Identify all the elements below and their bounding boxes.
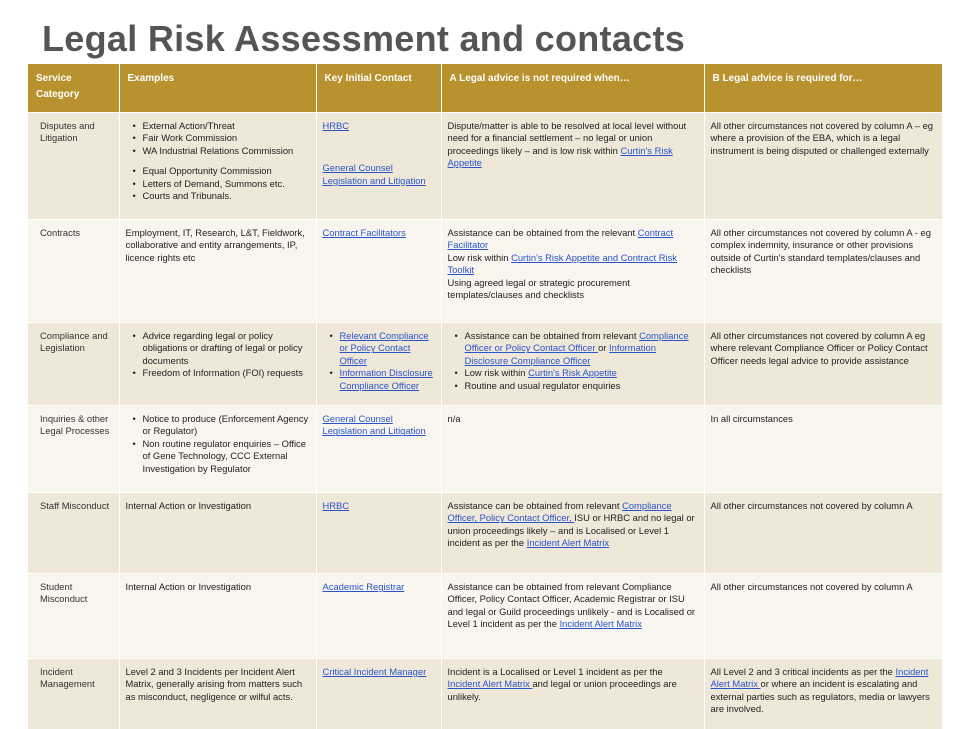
list-item: • Letters of Demand, Summons etc. (136, 178, 310, 190)
incident-alert-matrix-link[interactable]: Incident Alert Matrix (559, 618, 642, 630)
examples-list (126, 330, 310, 380)
row-examples: Internal Action or Investigation (119, 574, 316, 659)
column-a-text: and legal or union proceedings are unlikely. (447, 678, 677, 702)
row-column-b: All other circumstances not covered by column A – eg where a provision of the EBA, which is a legal instrument is being disputed or challenged externally (704, 113, 942, 220)
list-item: • Equal Opportunity Commission (136, 165, 310, 177)
list-item: • Freedom of Information (FOI) requests (136, 367, 310, 379)
list-item: • Advice regarding legal or policy obligations or drafting of legal or policy documents (136, 330, 310, 367)
row-column-b: All other circumstances not covered by column A - eg complex indemnity, insurance or other provisions outside of Curtin's standard templates/clauses and checklists (704, 220, 942, 323)
table-row (28, 323, 942, 406)
compliance-officer-link[interactable]: Compliance Officer, Policy Contact Officer, (447, 500, 672, 524)
table-header-row (28, 64, 942, 113)
column-a-text: Assistance can be obtained from relevant (447, 500, 623, 511)
row-examples: Internal Action or Investigation (119, 493, 316, 574)
row-contact (316, 574, 441, 659)
critical-incident-manager-link[interactable]: Critical Incident Manager (322, 666, 427, 677)
academic-registrar-link[interactable]: Academic Registrar (322, 581, 405, 592)
column-a-text: ISU or HRBC and no legal or union proceedings likely – and is Localised or Level 1 incident as per the (447, 512, 695, 549)
incident-alert-matrix-link[interactable]: Incident Alert Matrix (526, 537, 610, 549)
table-row (28, 113, 942, 220)
general-counsel-link[interactable]: General Counsel Legislation and Litigation (322, 162, 426, 186)
examples-list (126, 120, 310, 202)
column-a-text: Low risk within (464, 367, 529, 379)
row-contact (316, 406, 441, 493)
column-header-service-category: Service Category (28, 64, 119, 113)
row-category: Inquiries & other Legal Processes (28, 406, 119, 493)
row-category: Disputes and Litigation (28, 113, 119, 220)
row-column-b: All other circumstances not covered by column A (704, 493, 942, 574)
column-a-text: Assistance can be obtained from relevant Compliance Officer, Policy Contact Officer, Academic Registrar or ISU and legal or Guild proceedings unlikely - and is Localised or Level 1 incident as per the (447, 581, 696, 630)
table-row (28, 220, 942, 323)
column-b-text: or where an incident is escalating and external parties such as regulators, media or lawyers are involved. (710, 678, 930, 715)
row-contact (316, 493, 441, 574)
row-examples (119, 406, 316, 493)
row-examples: Employment, IT, Research, L&T, Fieldwork, collaborative and entity arrangements, IP, licence rights etc (119, 220, 316, 323)
column-a-text: Assistance can be obtained from the relevant (447, 227, 638, 238)
column-a-text: Low risk within (447, 251, 512, 263)
column-a-text: Dispute/matter is able to be resolved at local level without need for a financial settlement – no legal or union proceedings likely – and is low risk within (447, 120, 687, 156)
information-disclosure-link[interactable]: Information Disclosure Compliance Officer (339, 367, 433, 391)
row-column-a (441, 323, 704, 406)
column-a-text: Incident is a Localised or Level 1 incident as per the (447, 666, 663, 677)
contacts-list (323, 330, 435, 392)
column-header-b-required: B Legal advice is required for… (704, 64, 942, 113)
column-header-examples: Examples (119, 64, 316, 113)
list-item: • Notice to produce (Enforcement Agency or Regulator) (136, 413, 310, 438)
row-category: Incident Management (28, 659, 119, 729)
contract-risk-toolkit-link[interactable]: Curtin's Risk Appetite and Contract Risk Toolkit (447, 251, 677, 276)
examples-list (126, 413, 310, 475)
contract-facilitator-link[interactable]: Contract Facilitator (447, 227, 674, 251)
risk-appetite-link[interactable]: Curtin's Risk Appetite (447, 144, 673, 169)
column-header-a-not-required: A Legal advice is not required when… (441, 64, 704, 113)
table-row (28, 659, 942, 729)
information-disclosure-link[interactable]: Information Disclosure Compliance Officer (464, 342, 656, 366)
row-column-a (441, 659, 704, 729)
list-item: • Courts and Tribunals. (136, 190, 310, 202)
hrbc-link[interactable]: HRBC (322, 500, 350, 511)
contract-facilitators-link[interactable]: Contract Facilitators (322, 227, 406, 238)
row-category: Contracts (28, 220, 119, 323)
list-item (333, 330, 435, 367)
row-contact (316, 323, 441, 406)
row-column-b: All other circumstances not covered by column A eg where relevant Compliance Officer or Policy Contact Officer needs legal advice to provide assistance (704, 323, 942, 406)
row-column-a (441, 493, 704, 574)
page-title: Legal Risk Assessment and contacts (42, 18, 686, 59)
table-row (28, 406, 942, 493)
list-item: • Non routine regulator enquiries – Office of Gene Technology, CCC External Investigation by Regulator (136, 438, 310, 475)
row-examples (119, 323, 316, 406)
column-a-text: Assistance can be obtained from relevant (464, 330, 640, 341)
hrbc-link[interactable]: HRBC (322, 120, 350, 131)
row-column-a: n/a (441, 406, 704, 493)
row-contact (316, 220, 441, 323)
row-examples (119, 113, 316, 220)
row-category: Staff Misconduct (28, 493, 119, 574)
table-row (28, 574, 942, 659)
row-contact (316, 659, 441, 729)
table-row (28, 493, 942, 574)
row-category: Student Misconduct (28, 574, 119, 659)
legal-risk-table (28, 64, 943, 729)
incident-alert-matrix-link[interactable]: Incident Alert Matrix (447, 678, 533, 690)
incident-alert-matrix-link[interactable]: Incident Alert Matrix (710, 666, 929, 690)
list-item: • External Action/Threat (136, 120, 310, 132)
compliance-officer-link[interactable]: Relevant Compliance or Policy Contact Officer (339, 330, 429, 366)
list-item: • Routine and usual regulator enquiries (458, 380, 698, 392)
list-item: • WA Industrial Relations Commission (136, 145, 310, 157)
row-category: Compliance and Legislation (28, 323, 119, 406)
row-contact (316, 113, 441, 220)
general-counsel-link[interactable]: General Counsel Legislation and Litigation (322, 413, 426, 437)
list-item (333, 367, 435, 392)
compliance-officer-link[interactable]: Compliance Officer or Policy Contact Officer (464, 330, 689, 354)
row-column-b: In all circumstances (704, 406, 942, 493)
column-a-text: or (598, 342, 610, 354)
row-column-a (441, 574, 704, 659)
column-a-list (448, 330, 698, 392)
list-item (458, 330, 698, 367)
column-a-text: Using agreed legal or strategic procurement templates/clauses and checklists (447, 276, 630, 301)
row-column-a (441, 220, 704, 323)
column-b-text: All Level 2 and 3 critical incidents as per the (710, 666, 896, 677)
risk-appetite-link[interactable]: Curtin's Risk Appetite (528, 367, 617, 379)
row-column-b: All other circumstances not covered by column A (704, 574, 942, 659)
list-item (458, 367, 698, 379)
row-examples: Level 2 and 3 Incidents per Incident Alert Matrix, generally arising from matters such as misconduct, negligence or wilful acts. (119, 659, 316, 729)
column-header-key-initial-contact: Key Initial Contact (316, 64, 441, 113)
row-column-b (704, 659, 942, 729)
row-column-a (441, 113, 704, 220)
list-item: • Fair Work Commission (136, 132, 310, 144)
